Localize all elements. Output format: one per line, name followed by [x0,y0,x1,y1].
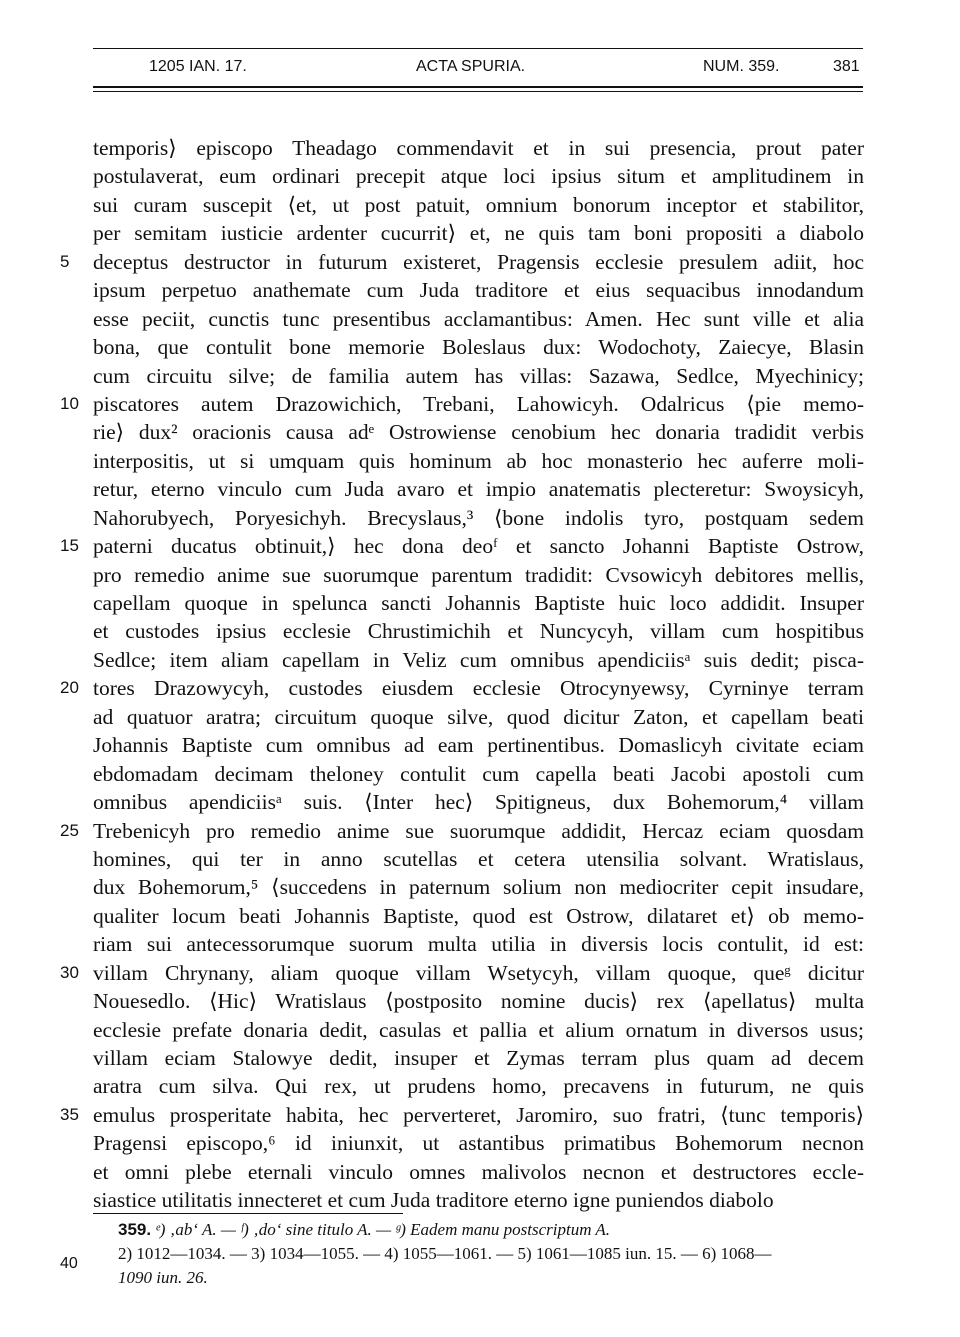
line-text: Johannis Baptiste cum omnibus ad eam pertinentibus. Domaslicyh civitate eciam [93,733,864,758]
text-line [0,1016,960,1044]
line-text: sui curam suscepit ⟨et, ut post patuit, omnium bonorum inceptor et stabilitor, [93,192,864,217]
text-line [0,1044,960,1072]
text-line [0,873,960,901]
line-text: interpositis, ut si umquam quis hominum ab hoc monasterio hec auferre moli- [93,448,864,473]
line-number: 15 [60,536,79,556]
line-text: omnibus apendiciisᵃ suis. ⟨Inter hec⟩ Spitigneus, dux Bohemorum,⁴ villam [93,790,864,815]
footnotes [0,1218,960,1290]
text-line [0,1158,960,1186]
text-line [0,731,960,759]
header-title: ACTA SPURIA. [416,58,526,75]
text-line [0,703,960,731]
text-line [0,1101,960,1129]
line-text: paterni ducatus obtinuit,⟩ hec dona deoᶠ et sancto Johanni Baptiste Ostrow, [93,534,864,559]
footnote-line [0,1242,960,1272]
line-text: cum circuitu silve; de familia autem has villas: Sazawa, Sedlce, Myechinicy; [93,363,864,388]
text-line [0,1186,960,1214]
line-text: postulaverat, eum ordinari precepit atque loci ipsius situm et amplitudinem in [93,164,864,189]
text-line [0,617,960,645]
page-number: 381 [833,58,860,75]
text-line [0,134,960,162]
text-line [0,191,960,219]
footnote-line [0,1218,960,1242]
text-line [0,1129,960,1157]
line-text: Nouesedlo. ⟨Hic⟩ Wratislaus ⟨postposito nomine ducis⟩ rex ⟨apellatus⟩ multa [93,989,864,1014]
line-text: homines, qui ter in anno scutellas et cetera utensilia solvant. Wratislaus, [93,846,864,871]
line-number: 30 [60,962,79,982]
line-text: Sedlce; item aliam capellam in Veliz cum omnibus apendiciisᵃ suis dedit; pisca- [93,647,864,672]
line-text: tores Drazowycyh, custodes eiusdem ecclesie Otrocynyewsy, Cyrninye terram [93,676,864,701]
line-number: 10 [60,393,79,413]
footnote-rule [93,1213,403,1214]
line-text: capellam quoque in spelunca sancti Johannis Baptiste huic loco addidit. Insuper [93,591,864,615]
line-text: emulus prosperitate habita, hec perverteret, Jaromiro, suo fratri, ⟨tunc temporis⟩ [93,1102,864,1127]
line-text: et custodes ipsius ecclesie Chrustimichih et Nuncycyh, villam cum hospitibus [93,619,864,644]
line-text: riam sui antecessorumque suorum multa utilia in diversis locis contulit, id est: [93,932,864,957]
text-line [0,930,960,958]
text-line [0,646,960,674]
header-number: NUM. 359. [703,58,780,75]
text-line [0,248,960,276]
line-text: Trebenicyh pro remedio anime sue suorumque addidit, Hercaz eciam quosdam [93,818,864,843]
line-text: Nahorubyech, Poryesichyh. Brecyslaus,³ ⟨bone indolis tyro, postquam sedem [93,505,864,530]
text-line [0,276,960,304]
line-number: 40 [60,1255,78,1272]
text-line [0,333,960,361]
line-number: 20 [60,678,79,698]
text-line [0,362,960,390]
text-line [0,219,960,247]
line-text: qualiter locum beati Johannis Baptiste, quod est Ostrow, dilataret et⟩ ob memo- [93,903,864,928]
text-line [0,418,960,446]
text-line [0,532,960,560]
text-line [0,475,960,503]
text-line [0,1072,960,1100]
line-text: villam Chrynany, aliam quoque villam Wsetycyh, villam quoque, queᵍ dicitur [93,960,864,985]
text-line [0,845,960,873]
text-line [0,817,960,845]
line-text: ipsum perpetuo anathemate cum Juda traditore et eius sequacibus innodandum [93,278,864,303]
line-text: ad quatuor aratra; circuitum quoque silve, quod dicitur Zaton, et capellam beati [93,704,864,729]
footnote-line [0,1266,960,1290]
footnote-label: 359. [118,1220,152,1239]
line-text: retur, eterno vinculo cum Juda avaro et impio anatematis plecteretur: Swoysicyh, [93,477,864,502]
header-top-rule [93,48,863,49]
line-text: ecclesie prefate donaria dedit, casulas et pallia et alium ornatum in diversos usus; [93,1017,864,1042]
line-text: siastice utilitatis innecteret et cum Juda traditore eterno igne puniendos diabolo [93,1188,774,1213]
text-line [0,760,960,788]
text-line [0,959,960,987]
line-text: temporis⟩ episcopo Theadago commendavit et in sui presencia, prout pater [93,136,864,160]
footnote-text: 1090 iun. 26. [118,1268,208,1287]
header-bottom-rule-thin [93,91,863,92]
line-text: et omni plebe eternali vinculo omnes malivolos necnon et destructores eccle- [93,1159,864,1184]
line-text: deceptus destructor in futurum existeret, Pragensis ecclesie presulem adiit, hoc [93,249,864,274]
text-line [0,504,960,532]
text-line [0,902,960,930]
text-line [0,561,960,589]
text-line [0,162,960,190]
text-line [0,987,960,1015]
line-text: dux Bohemorum,⁵ ⟨succedens in paternum solium non mediocriter cepit insudare, [93,875,864,900]
line-text: rie⟩ dux² oracionis causa adᵉ Ostrowiense cenobium hec donaria tradidit verbis [93,420,864,445]
header-date: 1205 IAN. 17. [149,58,247,75]
line-text: bona, que contulit bone memorie Boleslaus dux: Wodochoty, Zaiecye, Blasin [93,335,864,360]
text-line [0,305,960,333]
line-text: pro remedio anime sue suorumque parentum tradidit: Cvsowicyh debitores mellis, [93,562,864,587]
footnote-text: ᵉ) ‚ab‘ A. — ᶠ) ‚do‘ sine titulo A. — ᵍ) Eadem manu postscriptum A. [155,1220,611,1239]
running-header [93,58,863,84]
text-line [0,447,960,475]
line-text: piscatores autem Drazowichich, Trebani, Lahowicyh. Odalricus ⟨pie memo- [93,391,864,416]
line-text: aratra cum silva. Qui rex, ut prudens homo, precavens in futurum, ne quis [93,1074,864,1099]
text-line [0,589,960,617]
footnote-text: 2) 1012—1034. — 3) 1034—1055. — 4) 1055—1061. — 5) 1061—1085 iun. 15. — 6) 1068— [118,1244,772,1263]
line-number: 25 [60,820,79,840]
line-text: Pragensi episcopo,⁶ id iniunxit, ut astantibus primatibus Bohemorum necnon [93,1131,864,1156]
line-number: 35 [60,1104,79,1124]
header-bottom-rule [93,86,863,88]
line-text: villam eciam Stalowye dedit, insuper et Zymas terram plus quam ad decem [93,1046,864,1070]
line-text: ebdomadam decimam theloney contulit cum capella beati Jacobi apostoli cum [93,761,864,786]
text-line [0,390,960,418]
text-line [0,674,960,702]
line-text: esse peciit, cunctis tunc presentibus acclamantibus: Amen. Hec sunt ville et alia [93,306,864,331]
text-line [0,788,960,816]
line-number: 5 [60,251,70,271]
line-text: per semitam iusticie ardenter cucurrit⟩ et, ne quis tam boni propositi a diabolo [93,221,864,246]
main-text [0,134,960,1215]
